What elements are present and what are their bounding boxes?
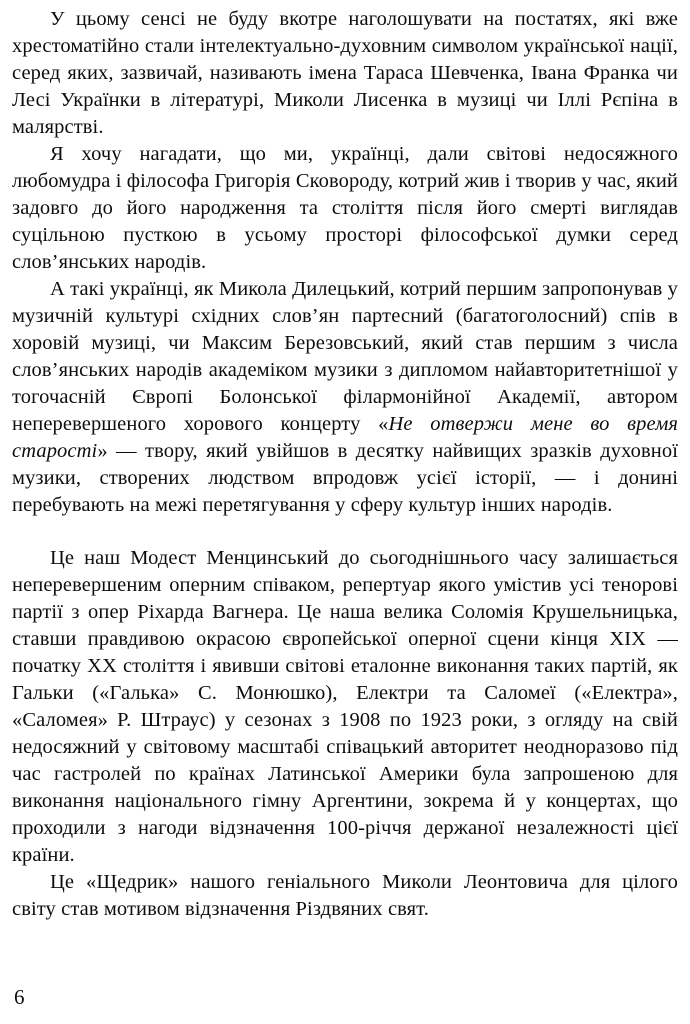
paragraph-4: Це наш Модест Менцинський до сьогоднішнього часу залишається неперевершеним оперним співаком, репертуар якого умістив усі тенорові партії з опер Ріхарда Вагнера. Це наша велика Соломія Крушельницька, ставши правдивою окрасою європейської оперної сцени кінця XIX — початку XX століття і явивши світові еталонне виконання таких партій, як Гальки («Галька» С. Монюшко), Електри та Саломеї («Електра», «Саломея» Р. Штраус) у сезонах з 1908 по 1923 роки, з огляду на свій недосяжний у світовому масштабі співацький авторитет неодноразово під час гастролей по країнах Латинської Америки була запрошеною для виконання національного гімну Аргентини, зокрема й у концертах, що проходили з нагоди відзначення 100-річчя держаної незалежності цієї країни.: [12, 547, 678, 866]
paragraph-1: У цьому сенсі не буду вкотре наголошувати на постатях, які вже хрестоматійно стали інтелектуально-духовним символом української нації, серед яких, зазвичай, називають імена Тараса Шевченка, Івана Франка чи Лесі Українки в літературі, Миколи Лисенка в музиці чи Іллі Рєпіна в малярстві.: [12, 8, 678, 138]
paragraph-3-text-before: А такі українці, як Микола Дилецький, котрий першим запропонував у музичній культурі східних слов’ян партесний (багатоголосний) спів в хоровій музиці, чи Максим Березовський, який став першим з числа слов’янських народів академіком музики з дипломом найавторитетнішої у тогочасній Європі Болонської філармонійної Академії, автором неперевершеного хорового концерту «: [12, 278, 678, 435]
page-body-text: [12, 6, 678, 923]
paragraph-3-text-after: » — твору, який увійшов в десятку найвищих зразків духовної музики, створених людством впродовж усієї історії, — і донині перебувають на межі перетягування у сферу культур інших народів.: [12, 440, 678, 516]
paragraph-5: Це «Щедрик» нашого геніального Миколи Леонтовича для цілого світу став мотивом відзначення Різдвяних свят.: [12, 871, 678, 920]
paragraph-3-work-title: Не отвержи мене во время старості: [12, 413, 679, 462]
paragraph-2: Я хочу нагадати, що ми, українці, дали світові недосяжного любомудра і філософа Григорія Сковороду, котрий жив і творив у час, який задовго до його народження та століття після його смерті виглядав суцільною пусткою в усьому просторі філософської думки серед слов’янських народів.: [12, 143, 678, 273]
paragraph-3: [12, 276, 678, 519]
page-number: 6: [14, 985, 25, 1009]
